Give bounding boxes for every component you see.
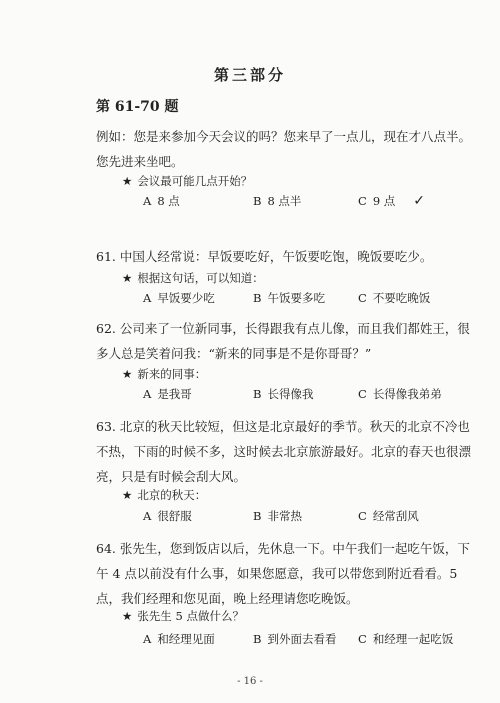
section-title: 第三部分: [213, 66, 286, 84]
q61-option-c: C 不要吃晚饭: [358, 291, 431, 305]
question-range: 第 61-70 题: [96, 99, 179, 115]
question-62-prompt: ★ 新来的同事：: [122, 367, 207, 381]
q64-option-c: C 和经理一起吃饭: [358, 632, 454, 646]
example-prompt-text: 会议最可能几点开始？: [137, 174, 253, 188]
question-64-prompt: ★ 张先生 5 点做什么？: [122, 609, 244, 623]
question-63: 63. 北京的秋天比较短，但这是北京最好的季节。秋天的北京不冷也不热，下雨的时候不多，这时候去北京旅游最好。北京的春天也很漂亮，只是有时候会刮大风。: [96, 419, 472, 484]
example-text: 例如：您是来参加今天会议的吗？您来早了一点儿，现在才八点半。您先进来坐吧。: [96, 129, 472, 169]
star-icon: ★: [122, 271, 133, 285]
question-64: 64. 张先生，您到饭店以后，先休息一下。中午我们一起吃午饭，下午 4 点以前没有什么事，如果您愿意，我可以带您到附近看看。5 点，我们经理和您见面，晚上经理请您吃晚饭。: [96, 541, 470, 606]
q64-option-b: B 到外面去看看: [253, 632, 337, 646]
question-62: 62. 公司来了一位新同事，长得跟我有点儿像，而且我们都姓王，很多人总是笑着问我：“新来的同事是不是你哥哥？”: [96, 321, 470, 361]
checkmark-icon: ✓: [413, 193, 426, 209]
q64-option-a: A 和经理见面: [143, 632, 215, 646]
star-icon: ★: [122, 367, 133, 381]
example-option-a: A 8 点: [143, 194, 180, 208]
question-61-prompt: ★ 根据这句话，可以知道：: [122, 271, 264, 285]
q61-option-a: A 早饭要少吃: [143, 291, 215, 305]
q62-option-a: A 是我哥: [143, 387, 192, 401]
q63-option-a: A 很舒服: [143, 509, 192, 523]
example-option-b: B 8 点半: [253, 194, 302, 208]
question-61: 61. 中国人经常说：早饭要吃好，午饭要吃饱，晚饭要吃少。: [96, 249, 433, 264]
q62-option-b: B 长得像我: [253, 387, 314, 401]
star-icon: ★: [122, 488, 133, 502]
q63-option-c: C 经常刮风: [358, 509, 419, 523]
star-icon: ★: [122, 174, 133, 188]
q61-option-b: B 午饭要多吃: [253, 291, 325, 305]
example-prompt: [122, 173, 252, 189]
star-icon: ★: [122, 609, 133, 623]
q63-option-b: B 非常热: [253, 509, 302, 523]
question-63-prompt: ★ 北京的秋天：: [122, 488, 207, 502]
example-option-c: C 9 点 ✓: [358, 193, 426, 209]
q62-option-c: C 长得像我弟弟: [358, 387, 442, 401]
page-number: - 16 -: [237, 676, 263, 687]
